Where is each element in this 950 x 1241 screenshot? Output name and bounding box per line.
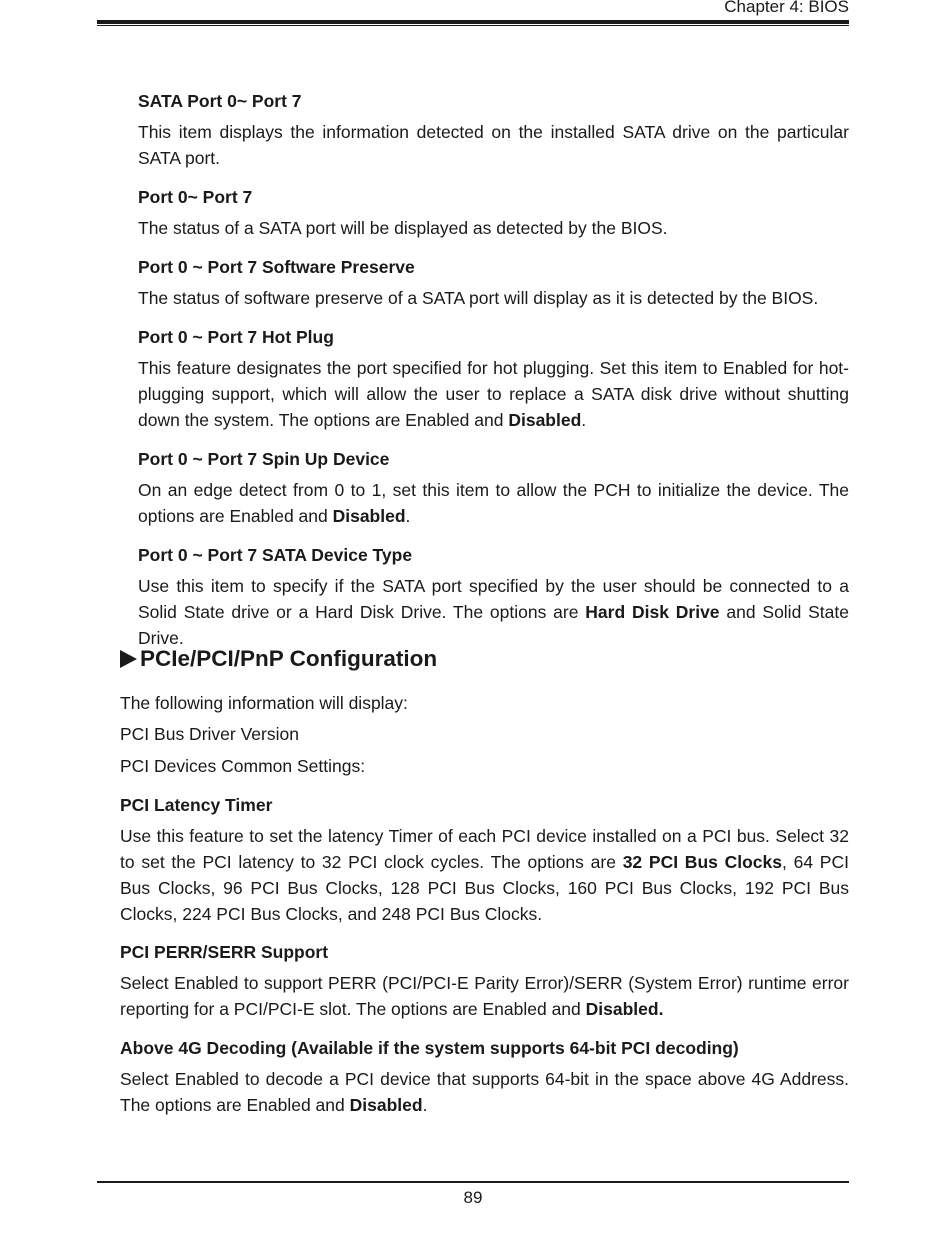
chapter-title: Chapter 4: BIOS (724, 0, 849, 16)
text-software-preserve: The status of software preserve of a SATA port will display as it is detected by the BIOS. (138, 288, 819, 308)
heading-spin-up: Port 0 ~ Port 7 Spin Up Device (138, 449, 390, 469)
heading-above-4g: Above 4G Decoding (Available if the system supports 64-bit PCI decoding) (120, 1038, 739, 1058)
heading-sata-ports: SATA Port 0~ Port 7 (138, 91, 302, 111)
text-port: The status of a SATA port will be displayed as detected by the BIOS. (138, 218, 668, 238)
heading-software-preserve: Port 0 ~ Port 7 Software Preserve (138, 257, 415, 277)
footer-rule (97, 1181, 849, 1183)
heading-port: Port 0~ Port 7 (138, 187, 253, 207)
section-title-text: PCIe/PCI/PnP Configuration (140, 646, 438, 671)
triangle-right-icon (120, 650, 137, 668)
text-sata-ports: This item displays the information detected on the installed SATA drive on the particular SATA port. (138, 122, 849, 168)
header-rule (97, 20, 849, 24)
text-device-type: Use this item to specify if the SATA port specified by the user should be connected to a Solid State drive or a Hard Disk Drive. The options are Hard Disk Drive and Solid State Drive. (138, 576, 849, 648)
header-rule-thin (97, 25, 849, 26)
text-hot-plug: This feature designates the port specified for hot plugging. Set this item to Enabled for hot-plugging support, which will allow the user to replace a SATA disk drive without shutting down the system. The options are Enabled and Disabled. (138, 358, 849, 430)
section-title-pcie (120, 645, 437, 673)
text-pci-bus-driver: PCI Bus Driver Version (120, 724, 299, 744)
text-spin-up: On an edge detect from 0 to 1, set this item to allow the PCH to initialize the device. The options are Enabled and Disabled. (138, 480, 849, 526)
heading-latency-timer: PCI Latency Timer (120, 795, 273, 815)
text-perr-serr: Select Enabled to support PERR (PCI/PCI-E Parity Error)/SERR (System Error) runtime error reporting for a PCI/PCI-E slot. The options are Enabled and Disabled. (120, 973, 849, 1019)
page-number: 89 (463, 1188, 483, 1207)
text-pci-common-settings: PCI Devices Common Settings: (120, 756, 366, 776)
text-pcie-intro: The following information will display: (120, 693, 408, 713)
heading-device-type: Port 0 ~ Port 7 SATA Device Type (138, 545, 413, 565)
text-above-4g: Select Enabled to decode a PCI device that supports 64-bit in the space above 4G Address. The options are Enabled and Disabled. (120, 1069, 849, 1115)
heading-perr-serr: PCI PERR/SERR Support (120, 942, 329, 962)
text-latency-timer: Use this feature to set the latency Timer of each PCI device installed on a PCI bus. Select 32 to set the PCI latency to 32 PCI clock cycles. The options are 32 PCI Bus Clocks, 64 PCI Bus Clocks, 96 PCI Bus Clocks, 128 PCI Bus Clocks, 160 PCI Bus Clocks, 192 PCI Bus Clocks, 224 PCI Bus Clocks, and 248 PCI Bus Clocks. (120, 826, 849, 924)
heading-hot-plug: Port 0 ~ Port 7 Hot Plug (138, 327, 334, 347)
